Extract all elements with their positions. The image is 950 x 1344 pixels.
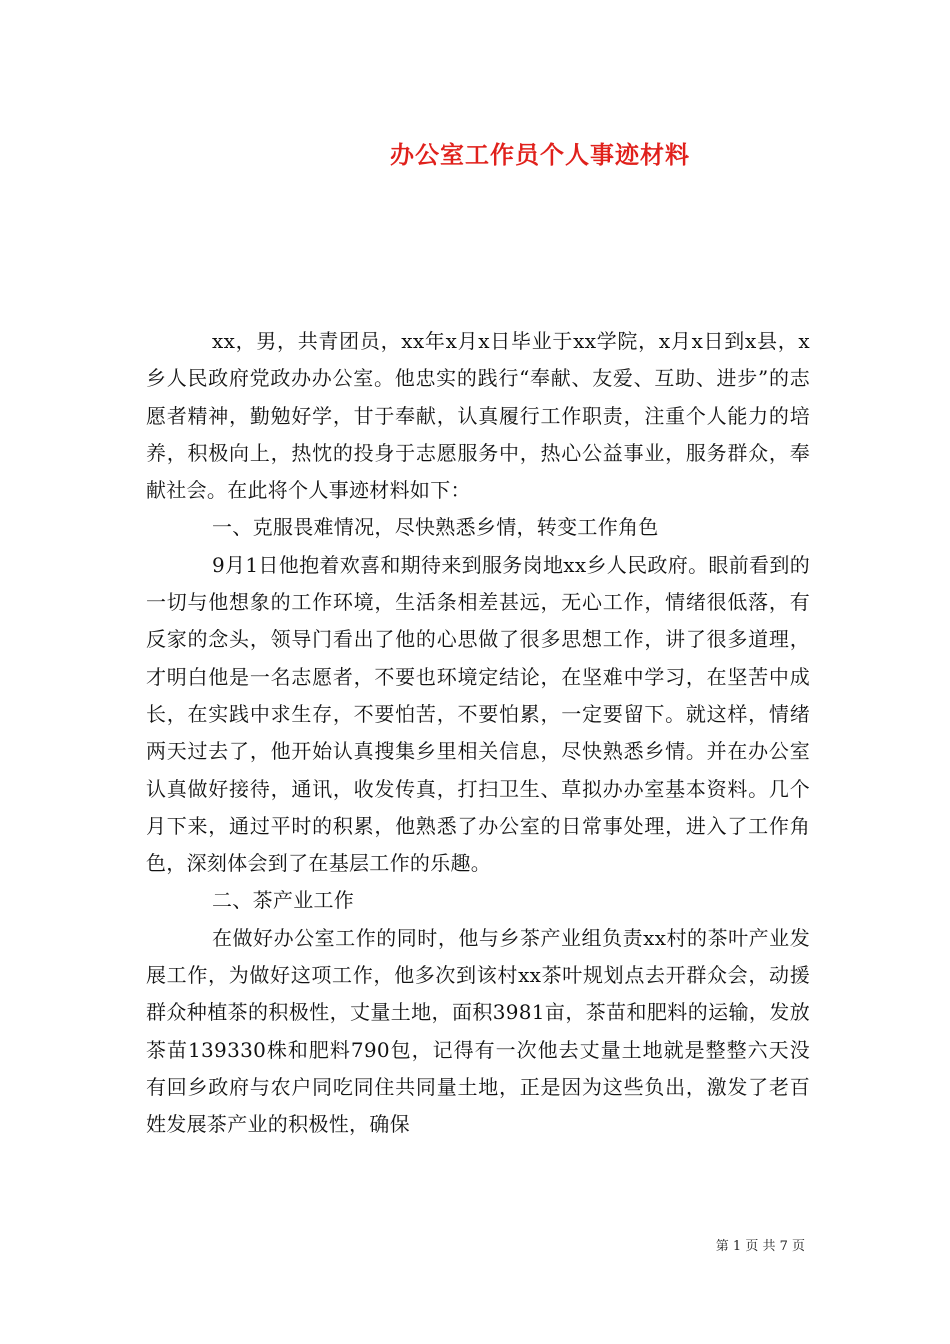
paragraph-section-2: 在做好办公室工作的同时，他与乡茶产业组负责xx村的茶叶产业发展工作，为做好这项工作，他多次到该村xx茶叶规划点去开群众会，动援群众种植茶的积极性，丈量土地，面积3981亩，茶苗和肥料的运输，发放茶苗139330株和肥料790包，记得有一次他去丈量土地就是整整六天没有回乡政府与农户同吃同住共同量土地，正是因为这些负出，激发了老百姓发展茶产业的积极性，确保 <box>146 925 810 1137</box>
page-number: 第 1 页 共 7 页 <box>715 1239 805 1254</box>
document-body <box>146 323 810 1144</box>
section-heading-1: 一、克服畏难情况，尽快熟悉乡情，转变工作角色 <box>212 515 659 540</box>
document-title: 办公室工作员个人事迹材料 <box>390 140 690 169</box>
paragraph-section-1: 9月1日他抱着欢喜和期待来到服务岗地xx乡人民政府。眼前看到的一切与他想象的工作环境，生活条相差甚远，无心工作，情绪很低落，有反家的念头，领导门看出了他的心思做了很多思想工作，讲了很多道理，才明白他是一名志愿者，不要也环境定结论，在坚难中学习，在坚苦中成长，在实践中求生存，不要怕苦，不要怕累，一定要留下。就这样，情绪两天过去了，他开始认真搜集乡里相关信息，尽快熟悉乡情。并在办公室认真做好接待，通讯，收发传真，打扫卫生、草拟办办室基本资料。几个月下来，通过平时的积累，他熟悉了办公室的日常事处理，进入了工作角色，深刻体会到了在基层工作的乐趣。 <box>146 552 810 876</box>
section-heading-2: 二、茶产业工作 <box>212 888 355 913</box>
paragraph-intro: xx，男，共青团员，xx年x月x日毕业于xx学院，x月x日到x县，x乡人民政府党政办办公室。他忠实的践行“奉献、友爱、互助、进步”的志愿者精神，勤勉好学，甘于奉献，认真履行工作职责，注重个人能力的培养，积极向上，热忱的投身于志愿服务中，热心公益事业，服务群众，奉献社会。在此将个人事迹材料如下： <box>146 329 810 503</box>
